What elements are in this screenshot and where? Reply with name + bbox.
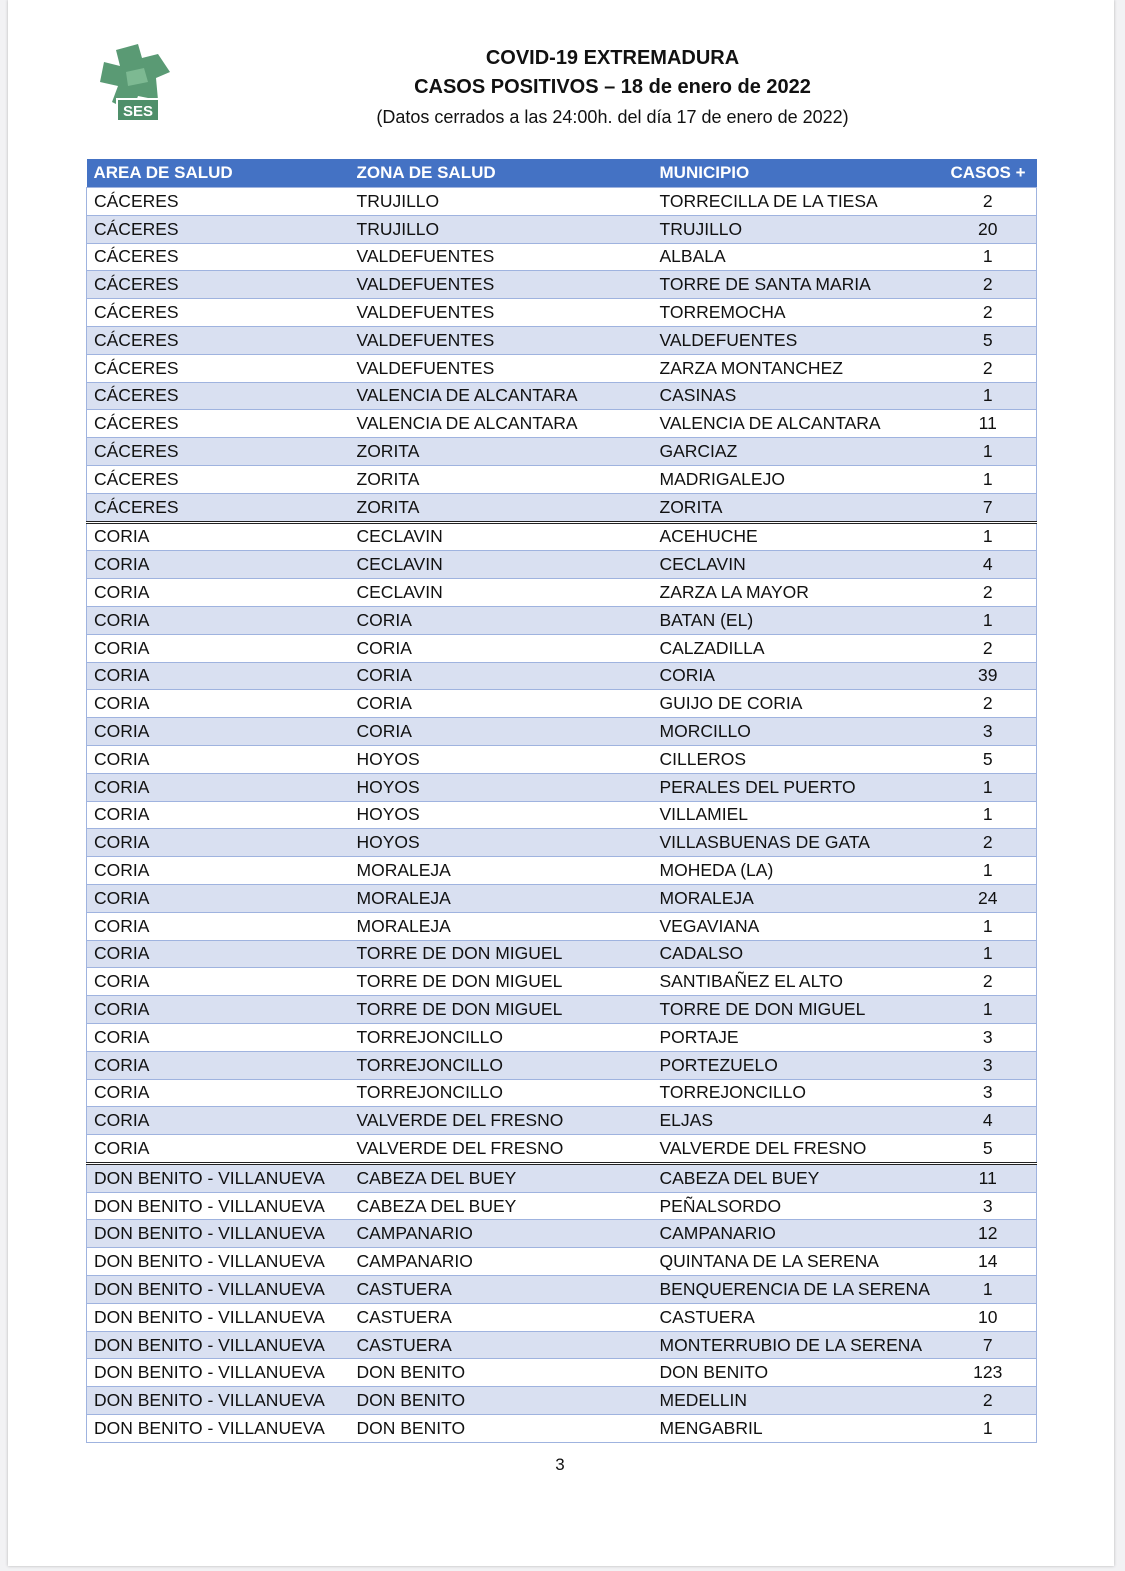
- table-row: [87, 1387, 1037, 1415]
- casos-cell: 1: [940, 606, 1037, 634]
- zona-cell: MORALEJA: [350, 857, 653, 885]
- area-cell: CÁCERES: [87, 354, 350, 382]
- area-cell: CORIA: [87, 662, 350, 690]
- zona-cell: TORRE DE DON MIGUEL: [350, 996, 653, 1024]
- area-cell: DON BENITO - VILLANUEVA: [87, 1331, 350, 1359]
- area-cell: CÁCERES: [87, 438, 350, 466]
- table-row: [87, 465, 1037, 493]
- table-row: [87, 1107, 1037, 1135]
- zona-cell: DON BENITO: [350, 1415, 653, 1443]
- area-cell: CORIA: [87, 968, 350, 996]
- area-cell: DON BENITO - VILLANUEVA: [87, 1276, 350, 1304]
- municipio-cell: VILLASBUENAS DE GATA: [653, 829, 940, 857]
- area-cell: CORIA: [87, 579, 350, 607]
- table-row: [87, 1192, 1037, 1220]
- column-header-zona: ZONA DE SALUD: [350, 159, 653, 188]
- table-row: [87, 354, 1037, 382]
- casos-cell: 2: [940, 1387, 1037, 1415]
- casos-cell: 1: [940, 465, 1037, 493]
- zona-cell: VALVERDE DEL FRESNO: [350, 1107, 653, 1135]
- municipio-cell: ZARZA MONTANCHEZ: [653, 354, 940, 382]
- casos-cell: 2: [940, 829, 1037, 857]
- casos-cell: 39: [940, 662, 1037, 690]
- zona-cell: CASTUERA: [350, 1276, 653, 1304]
- municipio-cell: TORRE DE DON MIGUEL: [653, 996, 940, 1024]
- zona-cell: CORIA: [350, 690, 653, 718]
- report-title: COVID-19 EXTREMADURA: [485, 47, 740, 69]
- table-row: [87, 1079, 1037, 1107]
- report-subtitle: CASOS POSITIVOS – 18 de enero de 2022: [414, 76, 811, 98]
- table-row: [87, 912, 1037, 940]
- zona-cell: VALVERDE DEL FRESNO: [350, 1135, 653, 1164]
- table-row: [87, 438, 1037, 466]
- zona-cell: MORALEJA: [350, 884, 653, 912]
- municipio-cell: ZARZA LA MAYOR: [653, 579, 940, 607]
- casos-cell: 11: [940, 410, 1037, 438]
- municipio-cell: QUINTANA DE LA SERENA: [653, 1248, 940, 1276]
- table-row: [87, 382, 1037, 410]
- casos-cell: 5: [940, 1135, 1037, 1164]
- municipio-cell: MONTERRUBIO DE LA SERENA: [653, 1331, 940, 1359]
- table-row: [87, 940, 1037, 968]
- municipio-cell: CILLEROS: [653, 745, 940, 773]
- casos-cell: 7: [940, 1331, 1037, 1359]
- zona-cell: TORREJONCILLO: [350, 1023, 653, 1051]
- table-row: [87, 662, 1037, 690]
- zona-cell: CECLAVIN: [350, 551, 653, 579]
- area-cell: CÁCERES: [87, 326, 350, 354]
- municipio-cell: CASTUERA: [653, 1303, 940, 1331]
- area-cell: CORIA: [87, 801, 350, 829]
- casos-cell: 14: [940, 1248, 1037, 1276]
- column-header-casos: CASOS +: [940, 159, 1037, 188]
- zona-cell: VALDEFUENTES: [350, 326, 653, 354]
- area-cell: DON BENITO - VILLANUEVA: [87, 1303, 350, 1331]
- municipio-cell: CORIA: [653, 662, 940, 690]
- municipio-cell: ALBALA: [653, 243, 940, 271]
- casos-cell: 3: [940, 1051, 1037, 1079]
- table-row: [87, 243, 1037, 271]
- table-row: [87, 1163, 1037, 1192]
- area-cell: CORIA: [87, 829, 350, 857]
- area-cell: CORIA: [87, 1107, 350, 1135]
- area-cell: CÁCERES: [87, 465, 350, 493]
- column-header-municipio: MUNICIPIO: [653, 159, 940, 188]
- municipio-cell: PEÑALSORDO: [653, 1192, 940, 1220]
- casos-cell: 5: [940, 326, 1037, 354]
- zona-cell: CASTUERA: [350, 1331, 653, 1359]
- municipio-cell: CADALSO: [653, 940, 940, 968]
- zona-cell: DON BENITO: [350, 1387, 653, 1415]
- area-cell: CORIA: [87, 996, 350, 1024]
- table-row: [87, 829, 1037, 857]
- table-row: [87, 1303, 1037, 1331]
- table-row: [87, 1415, 1037, 1443]
- table-row: [87, 493, 1037, 522]
- table-row: [87, 773, 1037, 801]
- area-cell: DON BENITO - VILLANUEVA: [87, 1387, 350, 1415]
- area-cell: CÁCERES: [87, 410, 350, 438]
- zona-cell: HOYOS: [350, 829, 653, 857]
- casos-cell: 1: [940, 857, 1037, 885]
- area-cell: CORIA: [87, 1135, 350, 1164]
- municipio-cell: TRUJILLO: [653, 215, 940, 243]
- municipio-cell: BATAN (EL): [653, 606, 940, 634]
- zona-cell: ZORITA: [350, 493, 653, 522]
- area-cell: CORIA: [87, 606, 350, 634]
- casos-cell: 3: [940, 1192, 1037, 1220]
- table-row: [87, 1023, 1037, 1051]
- municipio-cell: BENQUERENCIA DE LA SERENA: [653, 1276, 940, 1304]
- casos-cell: 3: [940, 1023, 1037, 1051]
- ses-logo: [98, 42, 172, 122]
- casos-cell: 1: [940, 801, 1037, 829]
- municipio-cell: PERALES DEL PUERTO: [653, 773, 940, 801]
- municipio-cell: MORCILLO: [653, 718, 940, 746]
- municipio-cell: ACEHUCHE: [653, 522, 940, 551]
- municipio-cell: ZORITA: [653, 493, 940, 522]
- municipio-cell: PORTEZUELO: [653, 1051, 940, 1079]
- zona-cell: HOYOS: [350, 773, 653, 801]
- municipio-cell: CALZADILLA: [653, 634, 940, 662]
- page-number: 3: [555, 1455, 565, 1474]
- municipio-cell: CECLAVIN: [653, 551, 940, 579]
- zona-cell: TORREJONCILLO: [350, 1051, 653, 1079]
- zona-cell: VALDEFUENTES: [350, 243, 653, 271]
- municipio-cell: VALVERDE DEL FRESNO: [653, 1135, 940, 1164]
- area-cell: CORIA: [87, 857, 350, 885]
- zona-cell: VALENCIA DE ALCANTARA: [350, 410, 653, 438]
- casos-cell: 1: [940, 940, 1037, 968]
- zona-cell: CAMPANARIO: [350, 1220, 653, 1248]
- table-row: [87, 884, 1037, 912]
- zona-cell: CORIA: [350, 634, 653, 662]
- area-cell: DON BENITO - VILLANUEVA: [87, 1248, 350, 1276]
- table-row: [87, 522, 1037, 551]
- area-cell: CORIA: [87, 912, 350, 940]
- area-cell: CÁCERES: [87, 243, 350, 271]
- table-row: [87, 1276, 1037, 1304]
- area-cell: DON BENITO - VILLANUEVA: [87, 1192, 350, 1220]
- area-cell: CÁCERES: [87, 299, 350, 327]
- area-cell: CORIA: [87, 1079, 350, 1107]
- zona-cell: TORRE DE DON MIGUEL: [350, 968, 653, 996]
- area-cell: DON BENITO - VILLANUEVA: [87, 1415, 350, 1443]
- area-cell: CÁCERES: [87, 271, 350, 299]
- table-row: [87, 326, 1037, 354]
- casos-cell: 1: [940, 522, 1037, 551]
- zona-cell: CORIA: [350, 718, 653, 746]
- table-row: [87, 188, 1037, 216]
- municipio-cell: VEGAVIANA: [653, 912, 940, 940]
- municipio-cell: MOHEDA (LA): [653, 857, 940, 885]
- cases-table: [86, 159, 1037, 1443]
- table-row: [87, 634, 1037, 662]
- casos-cell: 1: [940, 1415, 1037, 1443]
- municipio-cell: VALDEFUENTES: [653, 326, 940, 354]
- zona-cell: CORIA: [350, 606, 653, 634]
- municipio-cell: DON BENITO: [653, 1359, 940, 1387]
- zona-cell: CASTUERA: [350, 1303, 653, 1331]
- municipio-cell: TORRECILLA DE LA TIESA: [653, 188, 940, 216]
- municipio-cell: CASINAS: [653, 382, 940, 410]
- area-cell: CORIA: [87, 634, 350, 662]
- zona-cell: CABEZA DEL BUEY: [350, 1163, 653, 1192]
- area-cell: CORIA: [87, 551, 350, 579]
- table-row: [87, 606, 1037, 634]
- table-header-row: [87, 159, 1037, 188]
- table-row: [87, 1359, 1037, 1387]
- table-row: [87, 1331, 1037, 1359]
- casos-cell: 24: [940, 884, 1037, 912]
- zona-cell: MORALEJA: [350, 912, 653, 940]
- municipio-cell: TORRE DE SANTA MARIA: [653, 271, 940, 299]
- casos-cell: 2: [940, 690, 1037, 718]
- area-cell: CORIA: [87, 718, 350, 746]
- area-cell: CORIA: [87, 1051, 350, 1079]
- area-cell: DON BENITO - VILLANUEVA: [87, 1163, 350, 1192]
- municipio-cell: CABEZA DEL BUEY: [653, 1163, 940, 1192]
- casos-cell: 1: [940, 912, 1037, 940]
- casos-cell: 5: [940, 745, 1037, 773]
- casos-cell: 1: [940, 996, 1037, 1024]
- zona-cell: HOYOS: [350, 801, 653, 829]
- casos-cell: 3: [940, 1079, 1037, 1107]
- area-cell: CORIA: [87, 1023, 350, 1051]
- table-row: [87, 1220, 1037, 1248]
- area-cell: DON BENITO - VILLANUEVA: [87, 1359, 350, 1387]
- casos-cell: 2: [940, 271, 1037, 299]
- zona-cell: VALDEFUENTES: [350, 271, 653, 299]
- table-row: [87, 996, 1037, 1024]
- area-cell: CÁCERES: [87, 215, 350, 243]
- table-row: [87, 801, 1037, 829]
- table-row: [87, 551, 1037, 579]
- municipio-cell: ELJAS: [653, 1107, 940, 1135]
- municipio-cell: MEDELLIN: [653, 1387, 940, 1415]
- area-cell: CORIA: [87, 690, 350, 718]
- zona-cell: ZORITA: [350, 438, 653, 466]
- table-row: [87, 718, 1037, 746]
- casos-cell: 2: [940, 579, 1037, 607]
- table-row: [87, 579, 1037, 607]
- area-cell: CORIA: [87, 940, 350, 968]
- table-row: [87, 745, 1037, 773]
- zona-cell: CORIA: [350, 662, 653, 690]
- casos-cell: 4: [940, 1107, 1037, 1135]
- casos-cell: 1: [940, 243, 1037, 271]
- area-cell: CORIA: [87, 884, 350, 912]
- casos-cell: 123: [940, 1359, 1037, 1387]
- area-cell: CÁCERES: [87, 382, 350, 410]
- casos-cell: 11: [940, 1163, 1037, 1192]
- area-cell: CORIA: [87, 773, 350, 801]
- casos-cell: 2: [940, 354, 1037, 382]
- zona-cell: CAMPANARIO: [350, 1248, 653, 1276]
- municipio-cell: SANTIBAÑEZ EL ALTO: [653, 968, 940, 996]
- table-row: [87, 690, 1037, 718]
- casos-cell: 1: [940, 438, 1037, 466]
- zona-cell: TRUJILLO: [350, 215, 653, 243]
- table-row: [87, 968, 1037, 996]
- area-cell: CORIA: [87, 745, 350, 773]
- table-row: [87, 299, 1037, 327]
- zona-cell: HOYOS: [350, 745, 653, 773]
- casos-cell: 10: [940, 1303, 1037, 1331]
- table-row: [87, 271, 1037, 299]
- casos-cell: 7: [940, 493, 1037, 522]
- casos-cell: 2: [940, 968, 1037, 996]
- table-row: [87, 410, 1037, 438]
- casos-cell: 1: [940, 773, 1037, 801]
- area-cell: DON BENITO - VILLANUEVA: [87, 1220, 350, 1248]
- casos-cell: 2: [940, 299, 1037, 327]
- municipio-cell: GUIJO DE CORIA: [653, 690, 940, 718]
- zona-cell: ZORITA: [350, 465, 653, 493]
- casos-cell: 2: [940, 634, 1037, 662]
- table-row: [87, 1051, 1037, 1079]
- table-row: [87, 215, 1037, 243]
- casos-cell: 3: [940, 718, 1037, 746]
- zona-cell: CABEZA DEL BUEY: [350, 1192, 653, 1220]
- zona-cell: DON BENITO: [350, 1359, 653, 1387]
- casos-cell: 2: [940, 188, 1037, 216]
- casos-cell: 12: [940, 1220, 1037, 1248]
- zona-cell: CECLAVIN: [350, 579, 653, 607]
- municipio-cell: VILLAMIEL: [653, 801, 940, 829]
- municipio-cell: PORTAJE: [653, 1023, 940, 1051]
- municipio-cell: CAMPANARIO: [653, 1220, 940, 1248]
- municipio-cell: MENGABRIL: [653, 1415, 940, 1443]
- table-row: [87, 1135, 1037, 1164]
- zona-cell: TORREJONCILLO: [350, 1079, 653, 1107]
- municipio-cell: MADRIGALEJO: [653, 465, 940, 493]
- casos-cell: 1: [940, 1276, 1037, 1304]
- municipio-cell: MORALEJA: [653, 884, 940, 912]
- report-note: (Datos cerrados a las 24:00h. del día 17 de enero de 2022): [376, 107, 849, 127]
- zona-cell: TRUJILLO: [350, 188, 653, 216]
- area-cell: CÁCERES: [87, 493, 350, 522]
- table-row: [87, 1248, 1037, 1276]
- casos-cell: 1: [940, 382, 1037, 410]
- municipio-cell: GARCIAZ: [653, 438, 940, 466]
- report-header: [300, 44, 925, 130]
- zona-cell: VALENCIA DE ALCANTARA: [350, 382, 653, 410]
- zona-cell: VALDEFUENTES: [350, 299, 653, 327]
- zona-cell: VALDEFUENTES: [350, 354, 653, 382]
- zona-cell: CECLAVIN: [350, 522, 653, 551]
- zona-cell: TORRE DE DON MIGUEL: [350, 940, 653, 968]
- area-cell: CÁCERES: [87, 188, 350, 216]
- municipio-cell: TORREJONCILLO: [653, 1079, 940, 1107]
- casos-cell: 20: [940, 215, 1037, 243]
- casos-cell: 4: [940, 551, 1037, 579]
- area-cell: CORIA: [87, 522, 350, 551]
- ses-logo-text: SES: [122, 103, 154, 120]
- column-header-area: AREA DE SALUD: [87, 159, 350, 188]
- municipio-cell: VALENCIA DE ALCANTARA: [653, 410, 940, 438]
- municipio-cell: TORREMOCHA: [653, 299, 940, 327]
- table-row: [87, 857, 1037, 885]
